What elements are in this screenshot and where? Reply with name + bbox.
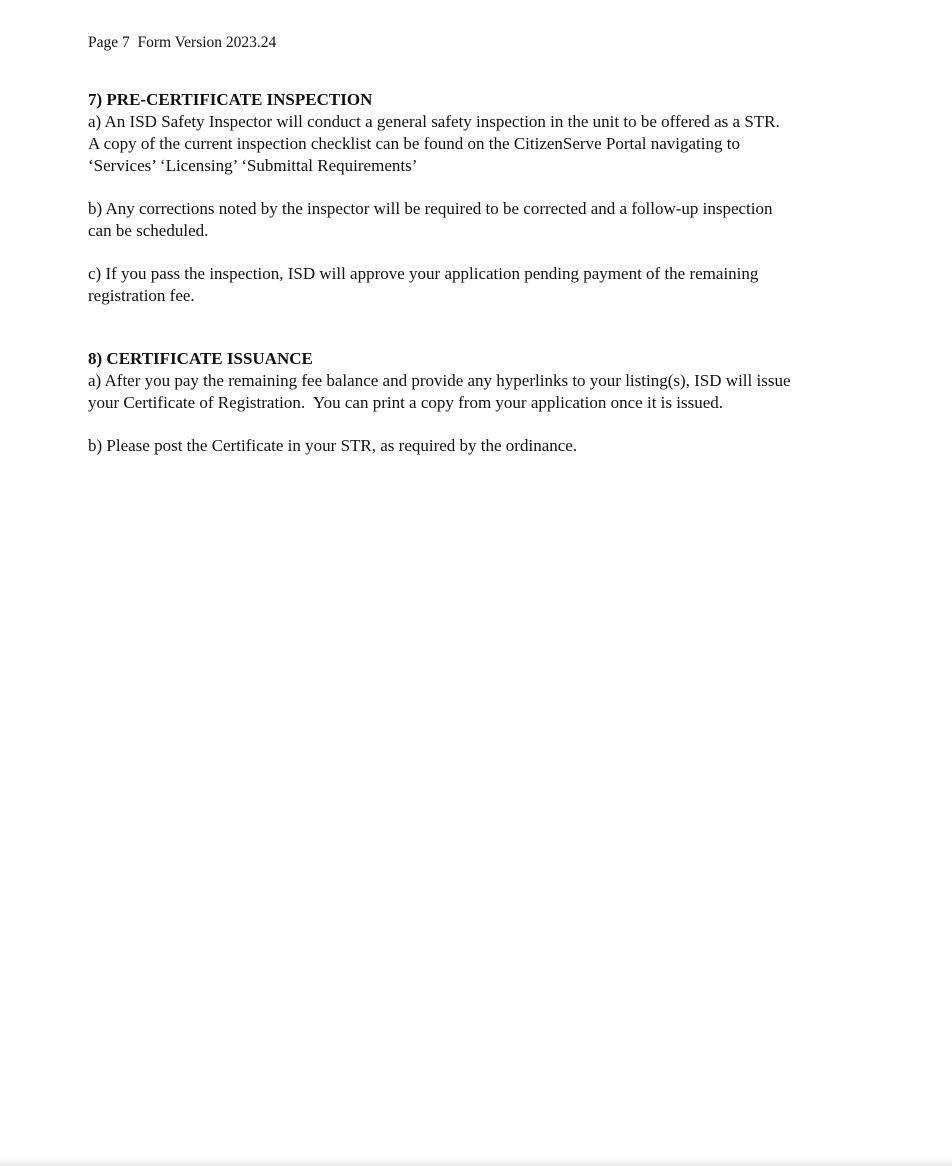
paragraph-a [88, 370, 888, 414]
paragraph-line: a) An ISD Safety Inspector will conduct a general safety inspection in the unit to be offered as a STR. [88, 112, 780, 131]
paragraph-line: c) If you pass the inspection, ISD will approve your application pending payment of the remaining [88, 264, 759, 283]
paragraph-line: b) Please post the Certificate in your STR, as required by the ordinance. [88, 436, 578, 455]
paragraph-a [88, 111, 888, 177]
paragraph-line: b) Any corrections noted by the inspector will be required to be corrected and a follow-up inspection [88, 199, 773, 218]
page-header: Page 7 Form Version 2023.24 [88, 34, 277, 51]
paragraph-line: registration fee. [88, 286, 195, 305]
section-pre-certificate-inspection [88, 89, 888, 307]
section-title: 7) PRE-CERTIFICATE INSPECTION [88, 90, 373, 109]
section-title: 8) CERTIFICATE ISSUANCE [88, 349, 313, 368]
page-bottom-edge [0, 1156, 952, 1166]
paragraph-line: A copy of the current inspection checklist can be found on the CitizenServe Portal navigating to [88, 134, 740, 153]
paragraph-line: a) After you pay the remaining fee balance and provide any hyperlinks to your listing(s), ISD will issue [88, 371, 791, 390]
paragraph-line: can be scheduled. [88, 221, 209, 240]
paragraph-c [88, 263, 888, 307]
section-certificate-issuance [88, 348, 888, 457]
paragraph-b [88, 198, 888, 242]
paragraph-line: your Certificate of Registration. You can print a copy from your application once it is issued. [88, 393, 724, 412]
paragraph-b [88, 435, 888, 457]
paragraph-line: ‘Services’ ‘Licensing’ ‘Submittal Requirements’ [88, 156, 418, 175]
